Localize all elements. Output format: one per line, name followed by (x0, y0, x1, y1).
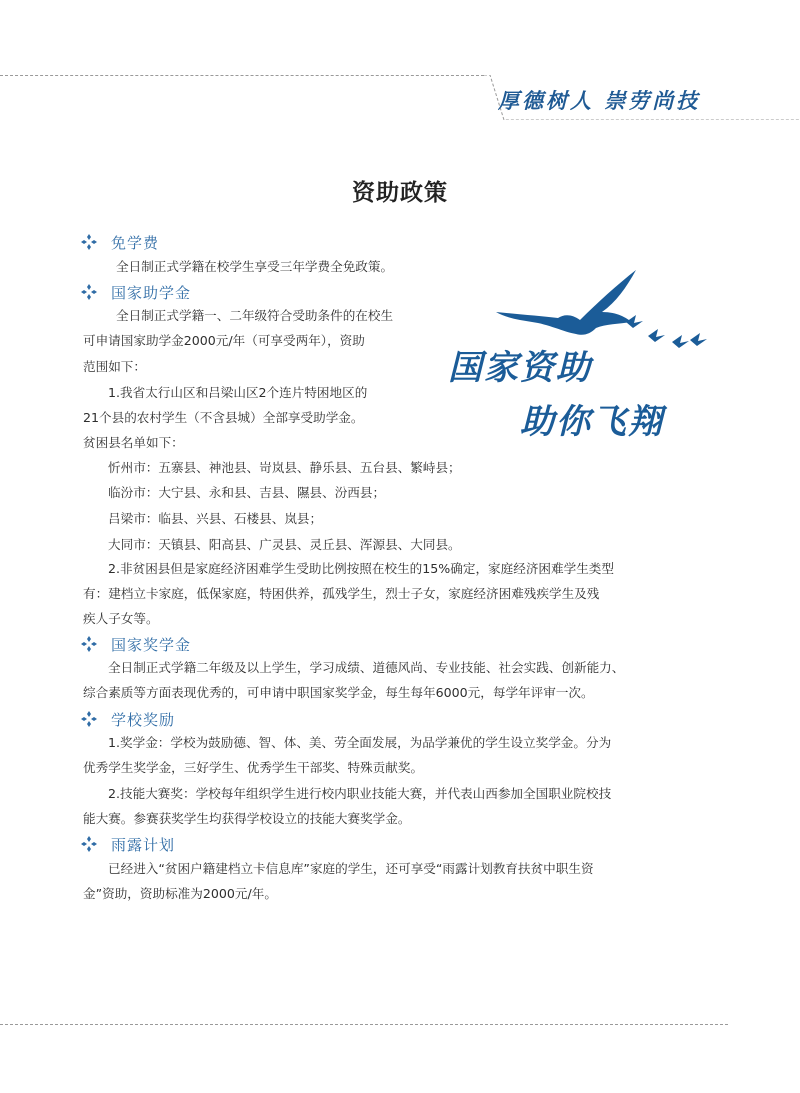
paragraph-line: 综合素质等方面表现优秀的，可申请中职国家奖学金，每生每年6000元，每学年评审一次。 (83, 685, 594, 700)
page-title: 资助政策 (352, 180, 448, 206)
section-title: 雨露计划 (111, 835, 176, 854)
paragraph-line: 1.奖学金：学校为鼓励德、智、体、美、劳全面发展，为品学兼优的学生设立奖学金。分为 (108, 735, 612, 750)
paragraph-line: 21个县的农村学生（不含县城）全部享受助学金。 (83, 410, 364, 425)
paragraph-line: 有：建档立卡家庭，低保家庭，特困供养，孤残学生，烈士子女，家庭经济困难残疾学生及残 (83, 586, 600, 601)
paragraph-line: 大同市：天镇县、阳高县、广灵县、灵丘县、浑源县、大同县。 (108, 537, 461, 552)
section-title: 学校奖励 (111, 710, 176, 729)
four-diamond-icon (80, 835, 98, 853)
paragraph-line: 忻州市：五寨县、神池县、岢岚县、静乐县、五台县、繁峙县； (108, 460, 461, 475)
paragraph-line: 1.我省太行山区和吕梁山区2个连片特困地区的 (108, 385, 368, 400)
slogan-line-2: 助你飞翔 (520, 402, 664, 442)
section-header-tuition-free (80, 231, 159, 253)
section-title: 免学费 (111, 233, 160, 252)
paragraph-line: 可申请国家助学金2000元/年（可享受两年），资助 (83, 333, 365, 348)
paragraph-line: 范围如下： (83, 359, 146, 374)
section-title: 国家助学金 (111, 283, 192, 302)
paragraph-line: 能大赛。参赛获奖学生均获得学校设立的技能大赛奖学金。 (83, 811, 411, 826)
header-divider (0, 75, 484, 76)
paragraph-line: 金”资助，资助标准为2000元/年。 (83, 886, 277, 901)
slogan-line-1: 国家资助 (448, 348, 592, 388)
paragraph-line: 全日制正式学籍二年级及以上学生，学习成绩、道德风尚、专业技能、社会实践、创新能力、 (108, 660, 625, 675)
section-title: 国家奖学金 (111, 635, 192, 654)
paragraph-line: 全日制正式学籍在校学生享受三年学费全免政策。 (116, 259, 394, 274)
motto-banner (484, 75, 800, 120)
footer-divider (0, 1024, 728, 1025)
brand-graphic (440, 262, 730, 452)
paragraph-line: 优秀学生奖学金，三好学生、优秀学生干部奖、特殊贡献奖。 (83, 760, 424, 775)
section-header-national-grant (80, 281, 191, 303)
four-diamond-icon (80, 635, 98, 653)
paragraph-line: 2.技能大赛奖：学校每年组织学生进行校内职业技能大赛，并代表山西参加全国职业院校技 (108, 786, 612, 801)
paragraph-line: 2.非贫困县但是家庭经济困难学生受助比例按照在校生的15%确定，家庭经济困难学生类型 (108, 561, 614, 576)
four-diamond-icon (80, 283, 98, 301)
four-diamond-icon (80, 233, 98, 251)
paragraph-line: 全日制正式学籍一、二年级符合受助条件的在校生 (116, 308, 394, 323)
paragraph-line: 疾人子女等。 (83, 611, 159, 626)
section-header-rain-dew-plan (80, 833, 175, 855)
paragraph-line: 临汾市：大宁县、永和县、吉县、隰县、汾西县； (108, 485, 386, 500)
paragraph-line: 已经进入“贫困户籍建档立卡信息库”家庭的学生，还可享受“雨露计划教育扶贫中职生资 (108, 861, 594, 876)
section-header-school-awards (80, 708, 175, 730)
four-diamond-icon (80, 710, 98, 728)
section-header-national-scholarship (80, 633, 191, 655)
paragraph-line: 贫困县名单如下： (83, 435, 184, 450)
motto-text: 厚德树人 崇劳尚技 (498, 88, 701, 113)
paragraph-line: 吕梁市：临县、兴县、石楼县、岚县； (108, 511, 323, 526)
